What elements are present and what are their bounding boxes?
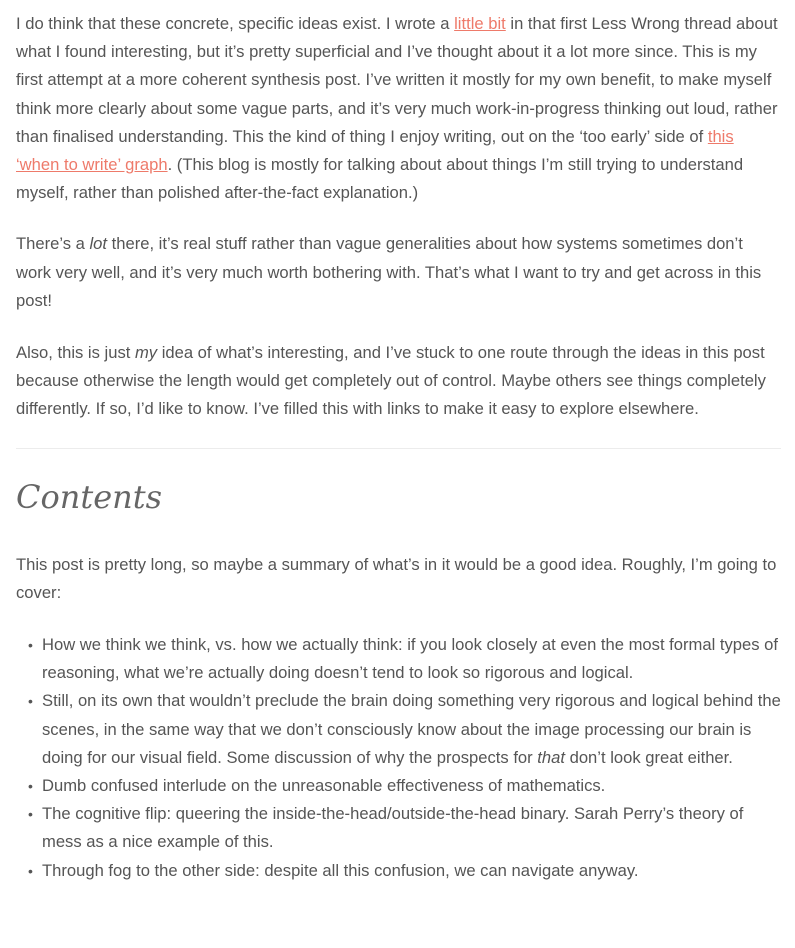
- section-divider: [16, 448, 781, 449]
- list-item: • How we think we think, vs. how we actually think: if you look closely at even the most formal types of reasoning, what we’re actually doing doesn’t tend to look so rigorous and logical.: [42, 631, 781, 687]
- list-item: • Dumb confused interlude on the unreasonable effectiveness of mathematics.: [42, 772, 781, 800]
- bullet-icon: •: [28, 778, 33, 795]
- bullet-icon: •: [28, 806, 33, 823]
- list-item: • Through fog to the other side: despite all this confusion, we can navigate anyway.: [42, 857, 781, 885]
- paragraph-my-idea: Also, this is just my idea of what’s interesting, and I’ve stuck to one route through the ideas in this post because otherwise the length would get completely out of control. Maybe others see things completely differently. If so, I’d like to know. I’ve filled this with links to make it easy to explore elsewhere.: [16, 343, 766, 419]
- link-little-bit[interactable]: little bit: [454, 14, 506, 33]
- contents-list: [16, 631, 781, 885]
- bullet-icon: •: [28, 637, 33, 654]
- paragraph-intro: I do think that these concrete, specific ideas exist. I wrote a little bit in that first Less Wrong thread about what I found interesting, but it’s pretty superficial and I’ve thought about it a lot more since. This is my first attempt at a more coherent synthesis post. I’ve written it mostly for my own benefit, to make myself think more clearly about some vague parts, and it’s very much work-in-progress thinking out loud, rather than finalised understanding. This the kind of thing I enjoy writing, out on the ‘too early’ side of this ‘when to write’ graph. (This blog is mostly for talking about about things I’m still trying to understand myself, rather than polished after-the-fact explanation.): [16, 14, 778, 203]
- bullet-icon: •: [28, 862, 33, 879]
- contents-intro: This post is pretty long, so maybe a summary of what’s in it would be a good idea. Roughly, I’m going to cover:: [16, 554, 777, 602]
- bullet-icon: •: [28, 693, 33, 710]
- contents-heading: Contents: [16, 477, 163, 516]
- paragraph-real-stuff: There’s a lot there, it’s real stuff rather than vague generalities about how systems sometimes don’t work very well, and it’s very much worth bothering with. That’s what I want to try and get across in this post!: [16, 234, 762, 310]
- list-item: • The cognitive flip: queering the inside-the-head/outside-the-head binary. Sarah Perry’s theory of mess as a nice example of this.: [42, 800, 781, 856]
- list-item: • Still, on its own that wouldn’t preclude the brain doing something very rigorous and logical behind the scenes, in the same way that we don’t consciously know about the image processing our brain is doing for our visual field. Some discussion of why the prospects for that don’t look great either.: [42, 687, 781, 772]
- link-when-to-write-graph[interactable]: this ‘when to write’ graph: [16, 126, 734, 175]
